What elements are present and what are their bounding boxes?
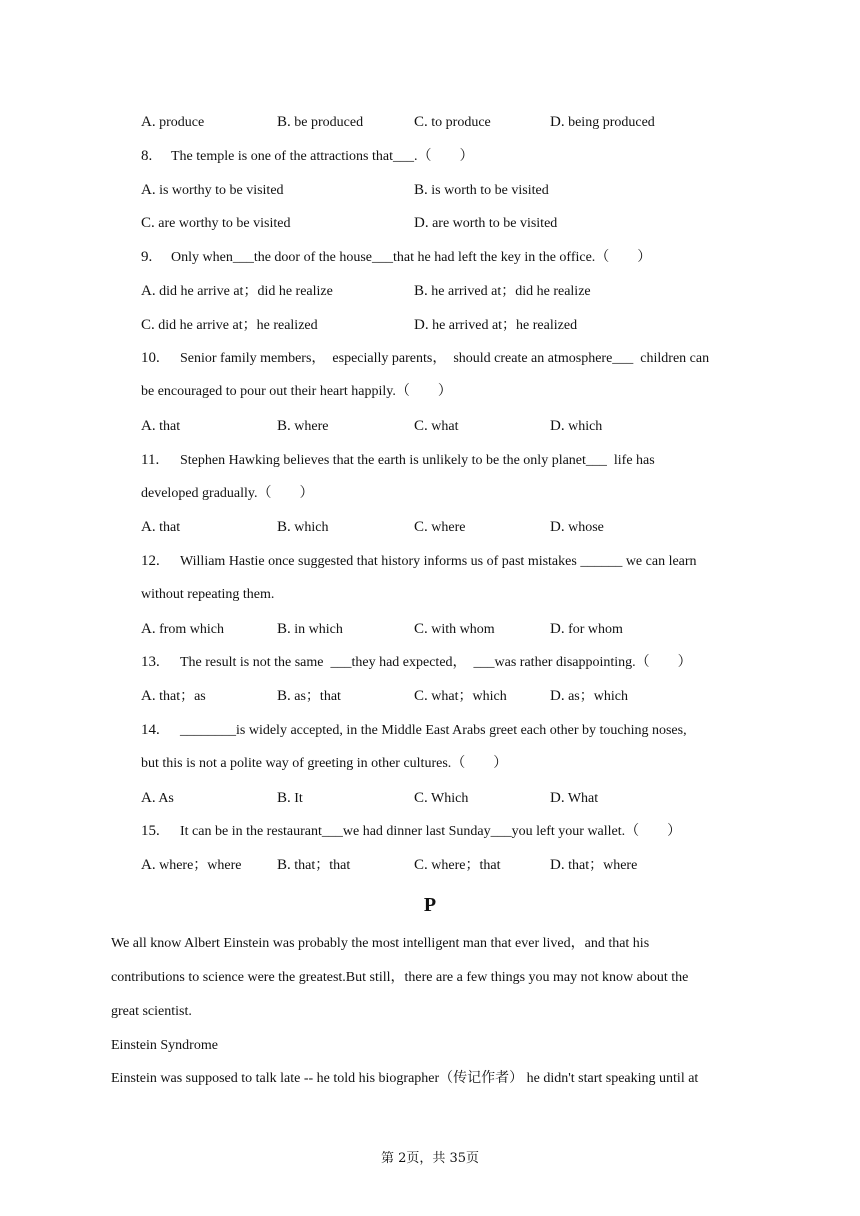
option-letter: B. bbox=[414, 283, 428, 299]
question-text: Only when___the door of the house___that he had left the key in the office.（ ） bbox=[171, 250, 652, 265]
option-letter: A. bbox=[141, 283, 156, 299]
option[interactable] bbox=[550, 855, 637, 876]
option[interactable] bbox=[141, 213, 290, 234]
option-text: produce bbox=[155, 115, 205, 130]
option-text: As bbox=[155, 791, 174, 806]
option-text: to produce bbox=[427, 115, 491, 130]
option-letter: C. bbox=[414, 857, 428, 873]
question-text: ________is widely accepted, in the Middle East Arabs greet each other by touching noses, bbox=[180, 723, 687, 738]
option[interactable] bbox=[414, 112, 491, 133]
option-letter: C. bbox=[414, 114, 428, 130]
question-text: Senior family members， especially parents， should create an atmosphere___ children can bbox=[180, 351, 710, 366]
option-letter: B. bbox=[277, 114, 291, 130]
question-line bbox=[141, 348, 709, 369]
option[interactable] bbox=[414, 416, 458, 437]
option[interactable] bbox=[277, 517, 328, 538]
option-letter: A. bbox=[141, 790, 156, 806]
option-letter: C. bbox=[414, 519, 428, 535]
option[interactable] bbox=[550, 788, 598, 809]
option-text: in which bbox=[290, 622, 343, 637]
option-letter: B. bbox=[277, 519, 291, 535]
option[interactable] bbox=[414, 180, 549, 201]
passage-line: great scientist. bbox=[111, 1004, 192, 1019]
option-text: from which bbox=[155, 622, 225, 637]
option-text: Which bbox=[427, 791, 469, 806]
option-letter: C. bbox=[414, 621, 428, 637]
option-letter: A. bbox=[141, 418, 156, 434]
option[interactable] bbox=[277, 416, 328, 437]
question-line bbox=[141, 146, 473, 167]
option[interactable] bbox=[141, 112, 204, 133]
question-line bbox=[141, 720, 687, 741]
option[interactable] bbox=[277, 855, 350, 876]
question-number: 8. bbox=[141, 148, 153, 164]
option[interactable] bbox=[141, 315, 318, 336]
question-continuation: but this is not a polite way of greeting in other cultures.（ ） bbox=[141, 756, 508, 771]
option[interactable] bbox=[277, 686, 341, 707]
option-text: It bbox=[290, 791, 303, 806]
question-line bbox=[141, 652, 692, 673]
option-letter: A. bbox=[141, 621, 156, 637]
option[interactable] bbox=[141, 855, 242, 876]
option-letter: D. bbox=[414, 215, 429, 231]
passage-line: We all know Albert Einstein was probably the most intelligent man that ever lived，and that his bbox=[111, 936, 650, 951]
option-text: as；that bbox=[290, 689, 341, 704]
passage-line: Einstein Syndrome bbox=[111, 1038, 218, 1053]
question-number: 12. bbox=[141, 553, 160, 569]
question-number: 15. bbox=[141, 823, 160, 839]
option[interactable] bbox=[277, 788, 303, 809]
option-letter: D. bbox=[550, 114, 565, 130]
option[interactable] bbox=[141, 517, 180, 538]
option[interactable] bbox=[141, 619, 224, 640]
option[interactable] bbox=[141, 281, 333, 302]
option-letter: D. bbox=[550, 621, 565, 637]
option-letter: D. bbox=[550, 418, 565, 434]
section-heading: P bbox=[423, 894, 437, 916]
option-letter: C. bbox=[414, 688, 428, 704]
question-line bbox=[141, 247, 651, 268]
option-letter: A. bbox=[141, 688, 156, 704]
page-footer: 第 2页，共 35页 bbox=[380, 1151, 480, 1166]
option-text: for whom bbox=[564, 622, 623, 637]
option-text: he arrived at；did he realize bbox=[427, 284, 591, 299]
option[interactable] bbox=[414, 315, 577, 336]
question-number: 11. bbox=[141, 452, 160, 468]
question-number: 10. bbox=[141, 350, 160, 366]
option-text: he arrived at；he realized bbox=[428, 318, 578, 333]
option-letter: C. bbox=[141, 215, 155, 231]
question-text: The temple is one of the attractions that___.（ ） bbox=[171, 149, 474, 164]
question-continuation: developed gradually.（ ） bbox=[141, 486, 314, 501]
option-text: did he arrive at；did he realize bbox=[155, 284, 333, 299]
option[interactable] bbox=[141, 686, 206, 707]
question-line bbox=[141, 821, 681, 842]
question-continuation: without repeating them. bbox=[141, 587, 275, 602]
option-text: that；where bbox=[564, 858, 638, 873]
option[interactable] bbox=[550, 619, 623, 640]
option-letter: B. bbox=[277, 418, 291, 434]
question-continuation: be encouraged to pour out their heart happily.（ ） bbox=[141, 384, 452, 399]
option-letter: C. bbox=[414, 418, 428, 434]
option-text: which bbox=[564, 419, 603, 434]
option-text: be produced bbox=[290, 115, 364, 130]
option-text: did he arrive at；he realized bbox=[154, 318, 318, 333]
option-letter: B. bbox=[277, 621, 291, 637]
option-text: as；which bbox=[564, 689, 628, 704]
option[interactable] bbox=[141, 416, 180, 437]
option-letter: A. bbox=[141, 857, 156, 873]
option-letter: B. bbox=[414, 182, 428, 198]
option-text: where bbox=[290, 419, 329, 434]
option-text: are worth to be visited bbox=[428, 216, 558, 231]
option-text: What bbox=[564, 791, 599, 806]
option[interactable] bbox=[414, 281, 591, 302]
option-text: whose bbox=[564, 520, 604, 535]
option-text: that bbox=[155, 520, 181, 535]
option-text: which bbox=[290, 520, 329, 535]
option-letter: A. bbox=[141, 182, 156, 198]
option[interactable] bbox=[550, 686, 628, 707]
option-letter: D. bbox=[550, 688, 565, 704]
option-letter: B. bbox=[277, 790, 291, 806]
option-letter: D. bbox=[550, 519, 565, 535]
option[interactable] bbox=[550, 416, 602, 437]
option-letter: A. bbox=[141, 519, 156, 535]
option[interactable] bbox=[277, 112, 363, 133]
passage-line: Einstein was supposed to talk late -- he told his biographer（传记作者） he didn't start speaking until at bbox=[111, 1071, 699, 1086]
option-text: that；as bbox=[155, 689, 206, 704]
option-text: is worth to be visited bbox=[427, 183, 549, 198]
option[interactable] bbox=[277, 619, 343, 640]
option[interactable] bbox=[414, 619, 495, 640]
question-line bbox=[141, 551, 697, 572]
question-number: 14. bbox=[141, 722, 160, 738]
passage-line: contributions to science were the greatest.But still，there are a few things you may not know about the bbox=[111, 970, 689, 985]
option-letter: C. bbox=[414, 790, 428, 806]
question-number: 9. bbox=[141, 249, 153, 265]
option[interactable] bbox=[414, 686, 507, 707]
option-text: where；where bbox=[155, 858, 242, 873]
question-number: 13. bbox=[141, 654, 160, 670]
question-text: Stephen Hawking believes that the earth is unlikely to be the only planet___ life has bbox=[180, 453, 655, 468]
question-text: The result is not the same ___they had expected， ___was rather disappointing.（ ） bbox=[180, 655, 692, 670]
option[interactable] bbox=[414, 517, 465, 538]
question-text: William Hastie once suggested that history informs us of past mistakes ______ we can learn bbox=[180, 554, 697, 569]
option-text: what bbox=[427, 419, 459, 434]
option-text: where bbox=[427, 520, 466, 535]
option-text: that bbox=[155, 419, 181, 434]
option[interactable] bbox=[414, 213, 557, 234]
option-letter: D. bbox=[550, 790, 565, 806]
option-text: where；that bbox=[427, 858, 501, 873]
option[interactable] bbox=[414, 855, 500, 876]
option-text: with whom bbox=[427, 622, 495, 637]
question-line bbox=[141, 450, 655, 471]
option[interactable] bbox=[550, 112, 655, 133]
question-text: It can be in the restaurant___we had dinner last Sunday___you left your wallet.（ ） bbox=[180, 824, 682, 839]
option-letter: D. bbox=[414, 317, 429, 333]
option-text: are worthy to be visited bbox=[154, 216, 291, 231]
option-letter: A. bbox=[141, 114, 156, 130]
option-text: being produced bbox=[564, 115, 655, 130]
option-letter: C. bbox=[141, 317, 155, 333]
option-text: that；that bbox=[290, 858, 351, 873]
option[interactable] bbox=[141, 788, 174, 809]
option[interactable] bbox=[141, 180, 284, 201]
option-letter: D. bbox=[550, 857, 565, 873]
option[interactable] bbox=[550, 517, 604, 538]
option-text: is worthy to be visited bbox=[155, 183, 284, 198]
option-letter: B. bbox=[277, 688, 291, 704]
option[interactable] bbox=[414, 788, 468, 809]
option-text: what；which bbox=[427, 689, 507, 704]
option-letter: B. bbox=[277, 857, 291, 873]
